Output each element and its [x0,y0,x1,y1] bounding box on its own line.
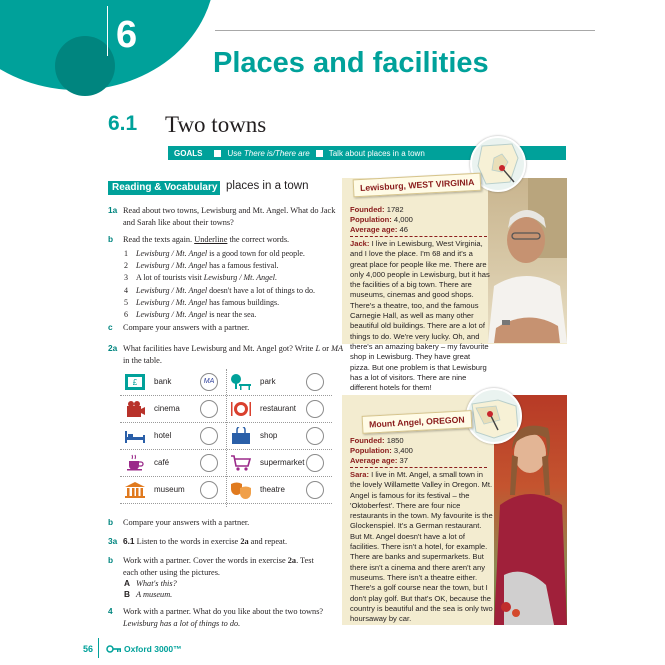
facility-hotel: hotel [120,423,226,450]
table-row [120,423,332,450]
goal-2: Talk about places in a town [328,148,425,158]
goals-label: GOALS [174,148,203,158]
goal-1: Use There is/There are [227,148,310,158]
answer-circle[interactable] [306,481,324,499]
table-row [120,369,332,396]
museum-icon [124,481,146,499]
section-topic: places in a town [226,180,309,192]
goal-bullet [316,150,323,157]
facility-park: park [226,369,332,396]
answer-circle[interactable] [306,400,324,418]
section-label: Reading & Vocabulary [108,181,220,195]
header-rule [215,30,595,31]
dialogue-line: B A museum. [124,589,173,599]
answer-circle[interactable] [200,400,218,418]
table-row [120,477,332,504]
cafe-icon [124,454,146,472]
jack-text: Jack: I live in Lewisburg, West Virginia, and I love the place. I'm 68 and it's a great place for people like me. There are only 4,000 people in Lewisburg, but it has the facilities of a big town. There are museums, cinemas and good shops. There's a theatre, too, and the famous Carnegie Hall, as well as many other beautiful old buildings. There are a lot of things to do. We're very lucky. Oh, and there's an amazing bakery – my favourite shop in Lewisburg. They have great pizza. But one problem is that Lewisburg has a lot of visitors. There are nine different hotels for them! [350,239,490,393]
unit-badge-accent [55,36,115,96]
answer-circle[interactable] [306,427,324,445]
answer-circle[interactable] [306,373,324,391]
answer-circle[interactable] [306,454,324,472]
unit-title: Places and facilities [213,47,489,79]
bank-icon [124,373,146,391]
answer-circle[interactable]: MA [200,373,218,391]
unit-divider [107,6,108,56]
goal-bullet [214,150,221,157]
jack-photo [488,178,567,343]
unit-number: 6 [116,14,138,56]
facility-restaurant: restaurant [226,396,332,423]
svg-text:£: £ [132,378,138,387]
key-icon [106,645,122,653]
lewisburg-name-tag: Lewisburg, WEST VIRGINIA [353,173,482,198]
statement: 5 Lewisburg / Mt. Angel has famous buildings. [124,297,280,307]
restaurant-icon [230,400,252,418]
oregon-map [466,388,522,444]
facility-supermarket: supermarket [226,450,332,477]
answer-circle[interactable] [200,481,218,499]
answer-circle[interactable] [200,427,218,445]
park-icon [230,373,252,391]
lewisburg-facts: Founded: 1782 Population: 4,000 Average age: 46 [350,205,413,234]
page-number: 56 [83,644,94,654]
divider [350,236,487,237]
cinema-icon [124,400,146,418]
hotel-icon [124,427,146,445]
facility-museum: museum [120,477,226,504]
statement-list [124,248,315,321]
theatre-icon [230,481,252,499]
facility-theatre: theatre [226,477,332,504]
oxford-3000-label: Oxford 3000™ [124,644,182,654]
mount-angel-facts: Founded: 1850 Population: 3,400 Average age: 37 [350,436,413,465]
facility-cinema: cinema [120,396,226,423]
footer-divider [98,638,99,658]
supermarket-icon [230,454,252,472]
facility-shop: shop [226,423,332,450]
table-row [120,450,332,477]
lesson-title: Two towns [165,112,267,137]
statement: 6 Lewisburg / Mt. Angel is near the sea. [124,310,257,320]
table-row [120,396,332,423]
dialogue-line: A What's this? [124,578,177,588]
facility-bank: £ bank MA [120,369,226,396]
statement: 3 A lot of tourists visit Lewisburg / Mt. Angel. [124,273,277,283]
jack-portrait [488,178,567,343]
lesson-number: 6.1 [108,112,138,135]
sara-text: Sara: I live in Mt. Angel, a small town in the lovely Willamette Valley in Oregon. Mt. Angel is famous for its festival – the 'Oktoberfest'. There are four nice restaurants in the town. My favourite is the Glockenspiel. It's a German restaurant. But Mt. Angel doesn't have a lot of facilities. There isn't a hotel, for example. There are banks and supermarkets. But there isn't a cinema and there aren't any museums. There isn't a theatre either. There's a golf course near the town, but I don't play golf. But that's OK, because the country is beautiful and the sea is only two hoursaway by car. [350,470,493,624]
divider [350,467,487,468]
facility-cafe: café [120,450,226,477]
answer-circle[interactable] [200,454,218,472]
statement: 2 Lewisburg / Mt. Angel has a famous festival. [124,261,279,271]
mount-angel-name-tag: Mount Angel, OREGON [362,410,473,434]
shop-icon [230,427,252,445]
audio-track[interactable]: 6.1 [123,536,135,546]
facilities-table [120,369,332,507]
statement: 1 Lewisburg / Mt. Angel is a good town for old people. [124,249,305,258]
statement: 4 Lewisburg / Mt. Angel doesn't have a lot of things to do. [124,285,315,295]
